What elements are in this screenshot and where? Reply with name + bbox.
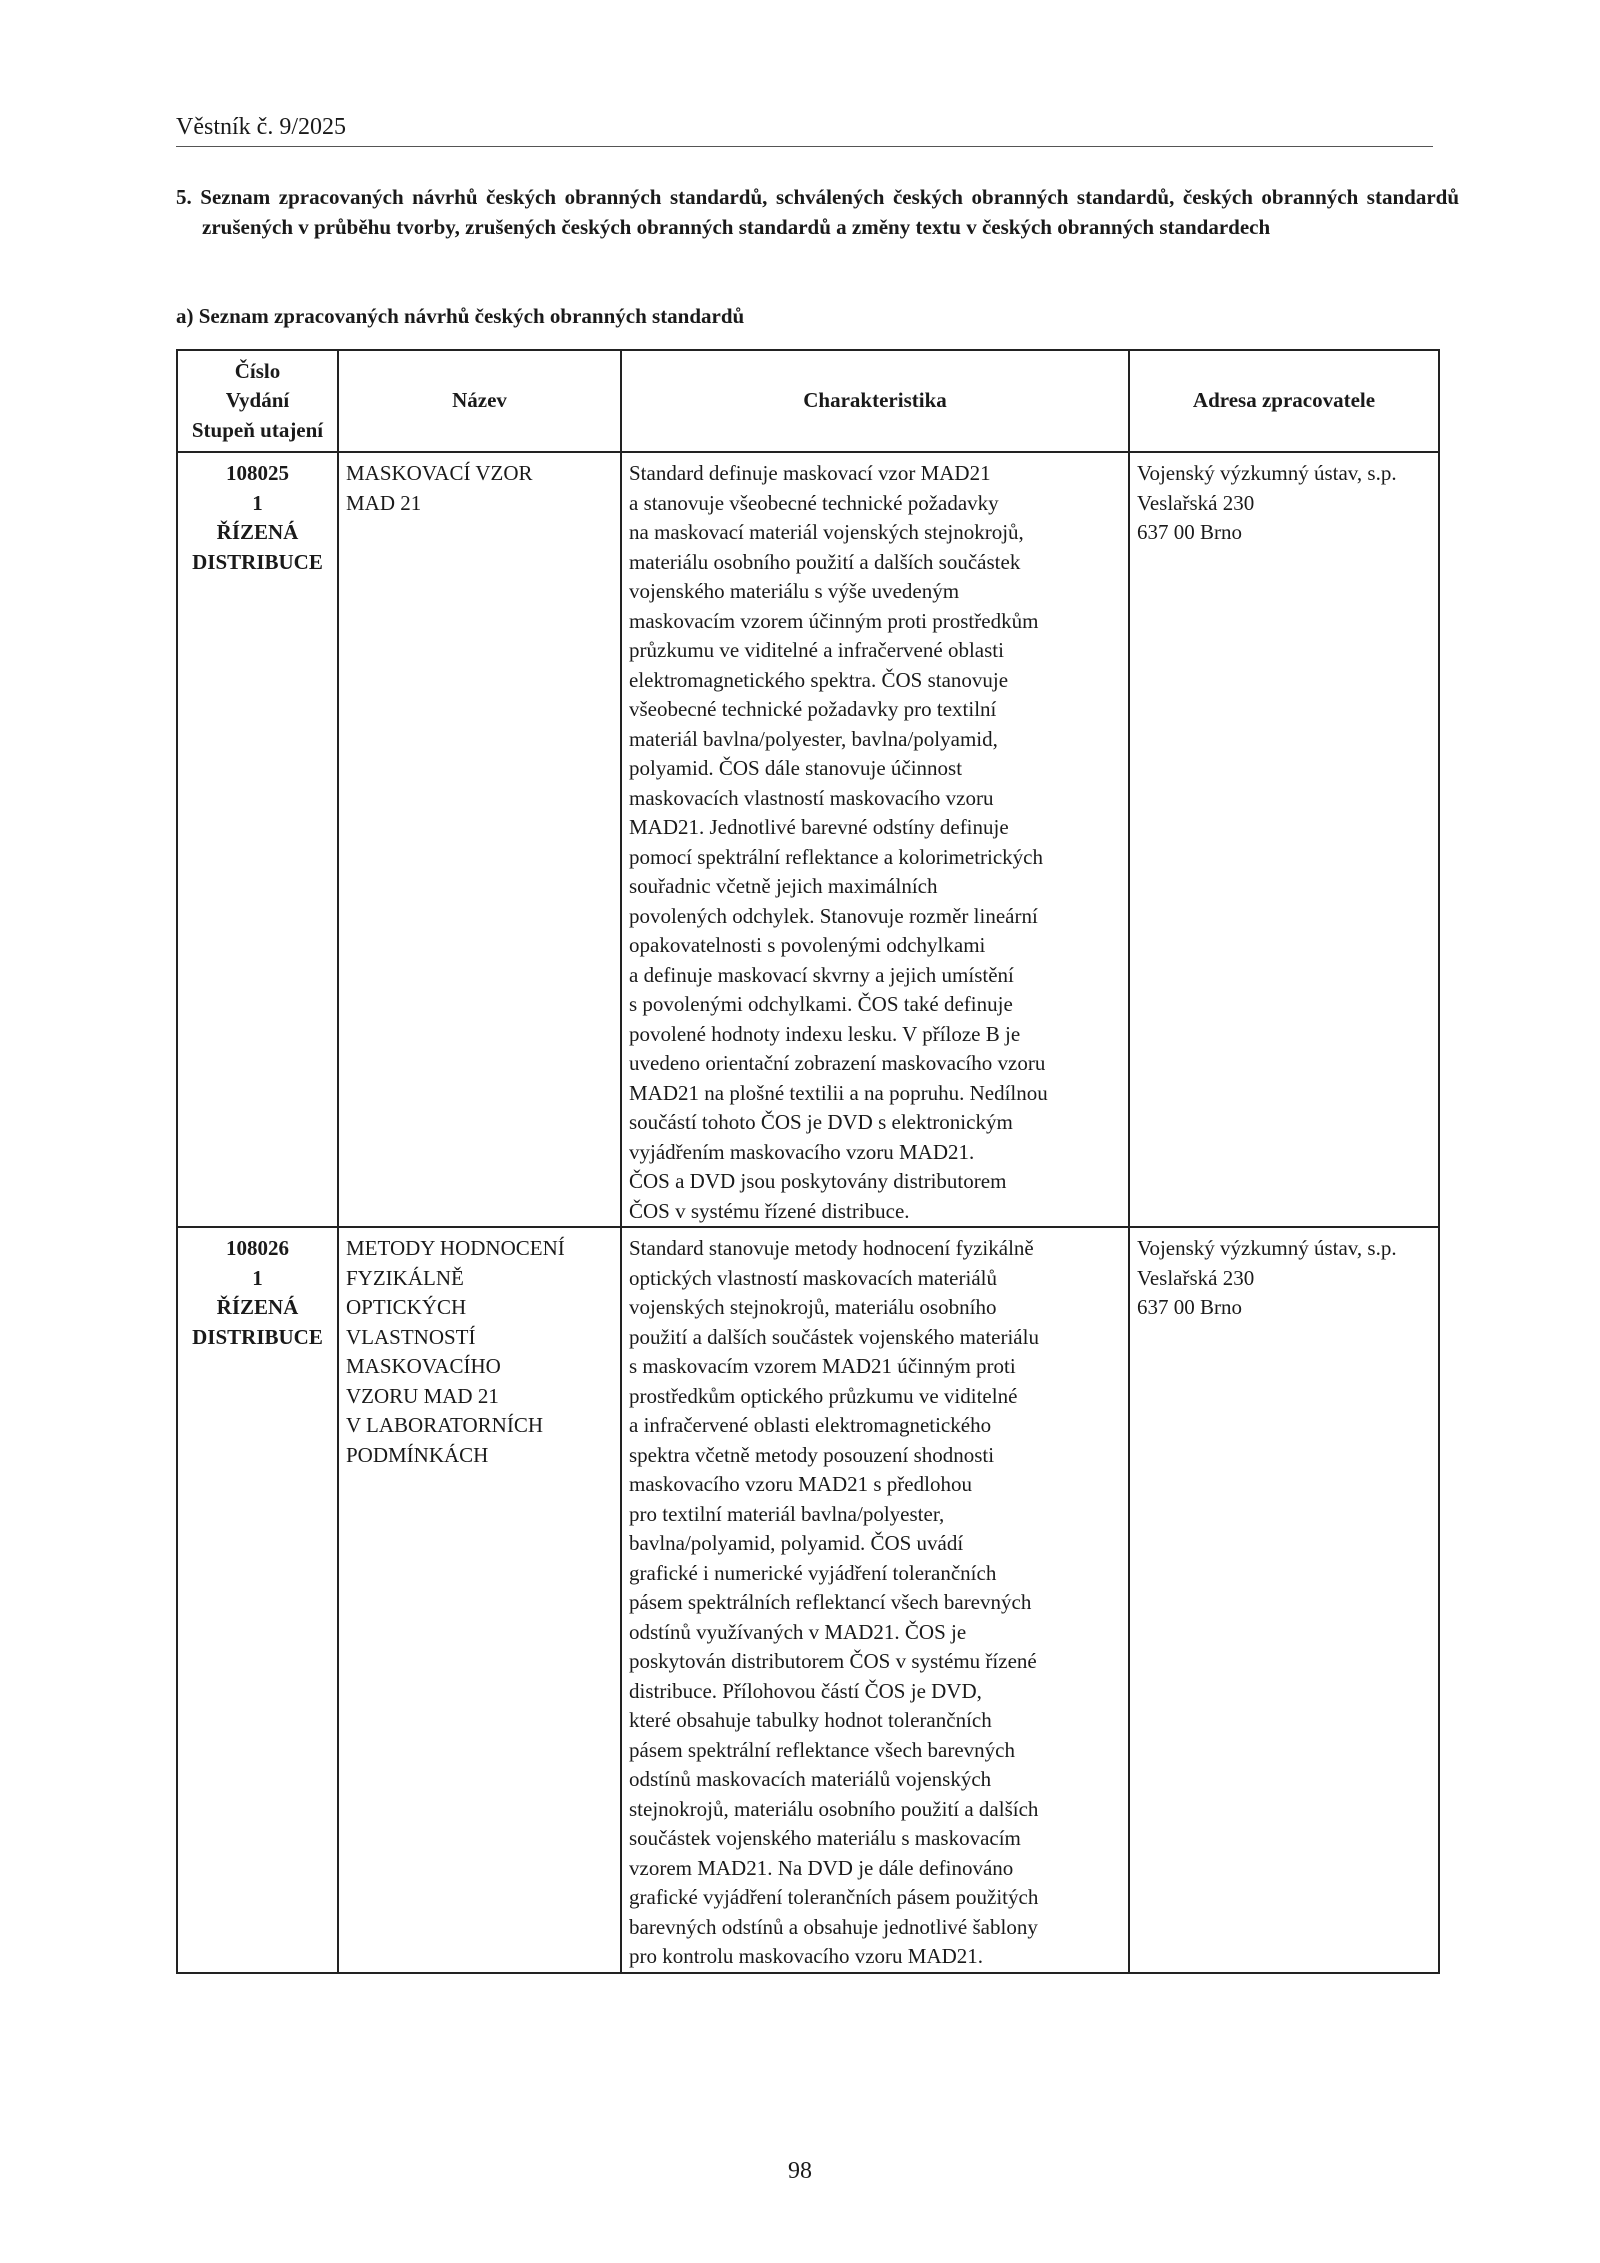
charakteristika-text-line: odstínů maskovacích materiálů vojenských [629,1767,992,1791]
adresa-text-line: Vojenský výzkumný ústav, s.p. [1137,1236,1397,1260]
charakteristika-text-line: spektra včetně metody posouzení shodnosti [629,1442,995,1467]
charakteristika-text-line: maskovacích vlastností maskovacího vzoru [629,785,994,810]
cislo-text-line: ŘÍZENÁ [216,520,299,544]
column-header-cislo [177,350,338,452]
charakteristika-text-line: součástí tohoto ČOS je DVD s elektronickým [629,1110,1013,1134]
cell-adresa [1129,1227,1439,1973]
cell-nazev [338,452,621,1227]
charakteristika-text-line: pásem spektrálních reflektancí všech barevných [629,1590,1032,1614]
table-row [177,452,1439,1227]
header-stupen-line: Stupeň utajení [191,417,324,442]
cislo-text-line: ŘÍZENÁ [216,1295,299,1319]
charakteristika-text-line: pro kontrolu maskovacího vzoru MAD21. [629,1944,984,1968]
charakteristika-text-line: opakovatelnosti s povolenými odchylkami [629,933,986,957]
charakteristika-text-line: stejnokrojů, materiálu osobního použití a dalších [629,1796,1039,1821]
charakteristika-text-line: vyjádřením maskovacího vzoru MAD21. [629,1139,975,1164]
charakteristika-text-line: distribuce. Přílohovou částí ČOS je DVD, [629,1678,982,1703]
charakteristika-text-line: materiálu osobního použití a dalších součástek [629,549,1021,574]
charakteristika-text-line: uvedeno orientační zobrazení maskovacího vzoru [629,1051,1046,1075]
charakteristika-text-line: prostředkům optického průzkumu ve viditelné [629,1383,1018,1408]
cell-charakteristika [621,1227,1129,1973]
charakteristika-text-line: pomocí spektrální reflektance a kolorimetrických [629,844,1044,869]
cislo-text-line: 108025 [226,461,289,485]
adresa-text-line: Veslařská 230 [1137,490,1255,515]
adresa-text-line: Veslařská 230 [1137,1265,1255,1290]
charakteristika-text-line: ČOS a DVD jsou poskytovány distributorem [629,1169,1007,1193]
charakteristika-text-line: MAD21 na plošné textilii a na popruhu. Nedílnou [629,1080,1048,1105]
nazev-text-line: OPTICKÝCH [346,1295,467,1319]
charakteristika-text-line: odstínů využívaných v MAD21. ČOS je [629,1619,967,1644]
charakteristika-text-line: optických vlastností maskovacích materiálů [629,1265,997,1290]
charakteristika-text-line: grafické i numerické vyjádření tolerančních [629,1560,997,1585]
column-header-nazev: Název [338,350,621,452]
page-number: 98 [788,2158,812,2184]
charakteristika-text-line: a stanovuje všeobecné technické požadavky [629,490,999,515]
nazev-text-line: METODY HODNOCENÍ [346,1236,565,1260]
cell-cislo [177,452,338,1227]
charakteristika-text-line: poskytován distributorem ČOS v systému řízené [629,1649,1037,1673]
charakteristika-text-line: souřadnic včetně jejich maximálních [629,874,938,898]
table-header-row [177,350,1439,452]
nazev-text-line: PODMÍNKÁCH [346,1442,489,1467]
nazev-text-line: V LABORATORNÍCH [346,1413,543,1437]
header-cislo-line: Číslo [234,358,281,383]
cell-charakteristika [621,452,1129,1227]
charakteristika-text-line: vojenských stejnokrojů, materiálu osobního [629,1295,997,1319]
charakteristika-text-line: které obsahuje tabulky hodnot tolerančních [629,1708,992,1732]
subsection-title: a) Seznam zpracovaných návrhů českých obranných standardů [176,304,745,328]
charakteristika-text-line: grafické vyjádření tolerančních pásem použitých [629,1885,1039,1909]
charakteristika-text-line: pásem spektrální reflektance všech barevných [629,1737,1015,1762]
charakteristika-text-line: Standard definuje maskovací vzor MAD21 [629,461,991,485]
page-header: Věstník č. 9/2025 [176,112,1433,147]
cislo-text-line: 1 [252,490,263,515]
charakteristika-text-line: použití a dalších součástek vojenského materiálu [629,1324,1039,1349]
cislo-text-line: DISTRIBUCE [192,1324,323,1349]
charakteristika-text-line: pro textilní materiál bavlna/polyester, [629,1501,945,1526]
charakteristika-text-line: materiál bavlna/polyester, bavlna/polyamid, [629,726,998,751]
column-header-adresa: Adresa zpracovatele [1129,350,1439,452]
nazev-text-line: VLASTNOSTÍ [346,1324,476,1349]
charakteristika-text-line: polyamid. ČOS dále stanovuje účinnost [629,756,963,780]
charakteristika-text-line: maskovacím vzorem účinným proti prostředkům [629,608,1039,633]
charakteristika-text-line: maskovacího vzoru MAD21 s předlohou [629,1472,972,1496]
charakteristika-text-line: elektromagnetického spektra. ČOS stanovuje [629,667,1009,692]
charakteristika-text-line: ČOS v systému řízené distribuce. [629,1198,910,1223]
column-header-charakteristika: Charakteristika [621,350,1129,452]
charakteristika-text-line: průzkumu ve viditelné a infračervené oblasti [629,638,1004,662]
adresa-text-line: Vojenský výzkumný ústav, s.p. [1137,461,1397,485]
charakteristika-text-line: povolené hodnoty indexu lesku. V příloze B je [629,1021,1021,1046]
charakteristika-text-line: součástek vojenského materiálu s maskovacím [629,1826,1021,1850]
cell-cislo [177,1227,338,1973]
cell-nazev [338,1227,621,1973]
charakteristika-text-line: vojenského materiálu s výše uvedeným [629,579,960,603]
charakteristika-text-line: MAD21. Jednotlivé barevné odstíny definuje [629,815,1009,839]
charakteristika-text-line: s maskovacím vzorem MAD21 účinným proti [629,1354,1016,1378]
adresa-text-line: 637 00 Brno [1137,520,1242,544]
nazev-text-line: MASKOVACÍ VZOR [346,461,533,485]
charakteristika-text-line: vzorem MAD21. Na DVD je dále definováno [629,1855,1014,1880]
charakteristika-text-line: s povolenými odchylkami. ČOS také definuje [629,992,1013,1016]
charakteristika-text-line: povolených odchylek. Stanovuje rozměr lineární [629,903,1038,928]
nazev-text-line: MASKOVACÍHO [346,1354,501,1378]
header-vydani-line: Vydání [225,388,290,413]
cislo-text-line: DISTRIBUCE [192,549,323,574]
charakteristika-text-line: a definuje maskovací skvrny a jejich umístění [629,962,1014,987]
charakteristika-text-line: barevných odstínů a obsahuje jednotlivé šablony [629,1914,1038,1939]
nazev-text-line: MAD 21 [346,490,422,515]
charakteristika-text-line: Standard stanovuje metody hodnocení fyzikálně [629,1236,1034,1260]
charakteristika-text-line: bavlna/polyamid, polyamid. ČOS uvádí [629,1531,964,1555]
adresa-text-line: 637 00 Brno [1137,1295,1242,1319]
cislo-text-line: 108026 [226,1236,289,1260]
nazev-text-line: FYZIKÁLNĚ [346,1265,464,1290]
cislo-text-line: 1 [252,1265,263,1290]
cell-adresa [1129,452,1439,1227]
nazev-text-line: VZORU MAD 21 [346,1383,499,1408]
standards-table [176,349,1440,1974]
charakteristika-text-line: a infračervené oblasti elektromagnetického [629,1413,992,1437]
charakteristika-text-line: na maskovací materiál vojenských stejnokrojů, [629,520,1024,544]
table-row [177,1227,1439,1973]
charakteristika-text-line: všeobecné technické požadavky pro textilní [629,697,997,721]
section-title: 5. Seznam zpracovaných návrhů českých obranných standardů, schválených českých obranných standardů, českých obranných standardů zrušených v průběhu tvorby, zrušených českých obranných standardů a změny textu v českých obranných standardech [176,185,1459,239]
